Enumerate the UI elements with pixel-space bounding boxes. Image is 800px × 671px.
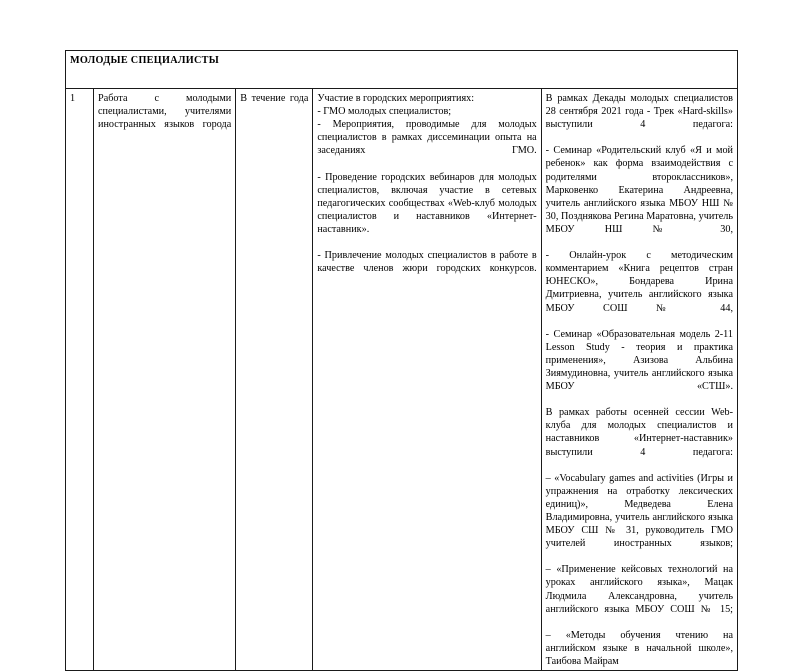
participation-line: - ГМО молодых специалистов; bbox=[317, 106, 452, 118]
result-line: В рамках работы осенней сессии Web-клуба для молодых специалистов и наставников «Интернет-наставник» выступили 4 педагога: bbox=[545, 407, 733, 458]
result-cell bbox=[541, 89, 737, 671]
result-line: – «Применение кейсовых технологий на уроках английского языка», Мацак Людмила Александровна, учитель английского языка МБОУ СОШ № 15; bbox=[545, 564, 733, 615]
table-title: МОЛОДЫЕ СПЕЦИАЛИСТЫ bbox=[66, 51, 738, 89]
result-line: - Онлайн-урок с методическим комментарием «Книга рецептов стран ЮНЕСКО», Бондарева Ирина Дмитриевна, учитель английского языка МБОУ СОШ № 44, bbox=[545, 250, 733, 314]
participation-line: Участие в городских мероприятиях: bbox=[317, 93, 475, 104]
result-line: – «Методы обучения чтению на английском языке в начальной школе», Таибова Майрам bbox=[545, 629, 733, 668]
participation-cell bbox=[313, 89, 541, 671]
table-row bbox=[66, 89, 738, 671]
result-line: – «Vocabulary games and activities (Игры и упражнения на отработку лексических единиц)», Медведева Елена Владимировна, учитель английского языка МБОУ СШ № 31, руководитель ГМО учителей иностранных языков; bbox=[545, 472, 733, 550]
participation-line: - Привлечение молодых специалистов в работе в качестве членов жюри городских конкурсов. bbox=[317, 250, 537, 275]
term-cell bbox=[236, 89, 313, 671]
task-description-cell bbox=[94, 89, 236, 671]
participation-line: - Проведение городских вебинаров для молодых специалистов, включая участие в сетевых педагогических сообществах «Web-клуб молодых специалистов и наставников «Интернет-наставник». bbox=[317, 171, 537, 235]
result-line: - Семинар «Образовательная модель 2-11 Lesson Study - теория и практика применения», Азизова Альбина Зиямудиновна, учитель английского языка МБОУ «СТШ». bbox=[545, 328, 733, 393]
table-title-row bbox=[66, 51, 738, 89]
result-line: - Семинар «Родительский клуб «Я и мой ребенок» как форма взаимодействия с родителями второклассников», Марковенко Екатерина Андреевна, учитель английского языка МБОУ НШ № 30, Позднякова Регина Маратовна, учитель МБОУ НШ № 30, bbox=[545, 145, 733, 235]
result-line: В рамках Декады молодых специалистов 28 сентября 2021 года - Трек «Hard-skills» выступили 4 педагога: bbox=[545, 93, 733, 131]
participation-line: - Мероприятия, проводимые для молодых специалистов в рамках диссеминации опыта на заседаниях ГМО. bbox=[317, 119, 537, 157]
term-text: В течение года bbox=[240, 93, 309, 104]
task-text: Работа с молодыми специалистами, учителями иностранных языков города bbox=[98, 93, 232, 131]
activities-table bbox=[65, 50, 738, 671]
row-number-cell: 1 bbox=[66, 89, 94, 671]
